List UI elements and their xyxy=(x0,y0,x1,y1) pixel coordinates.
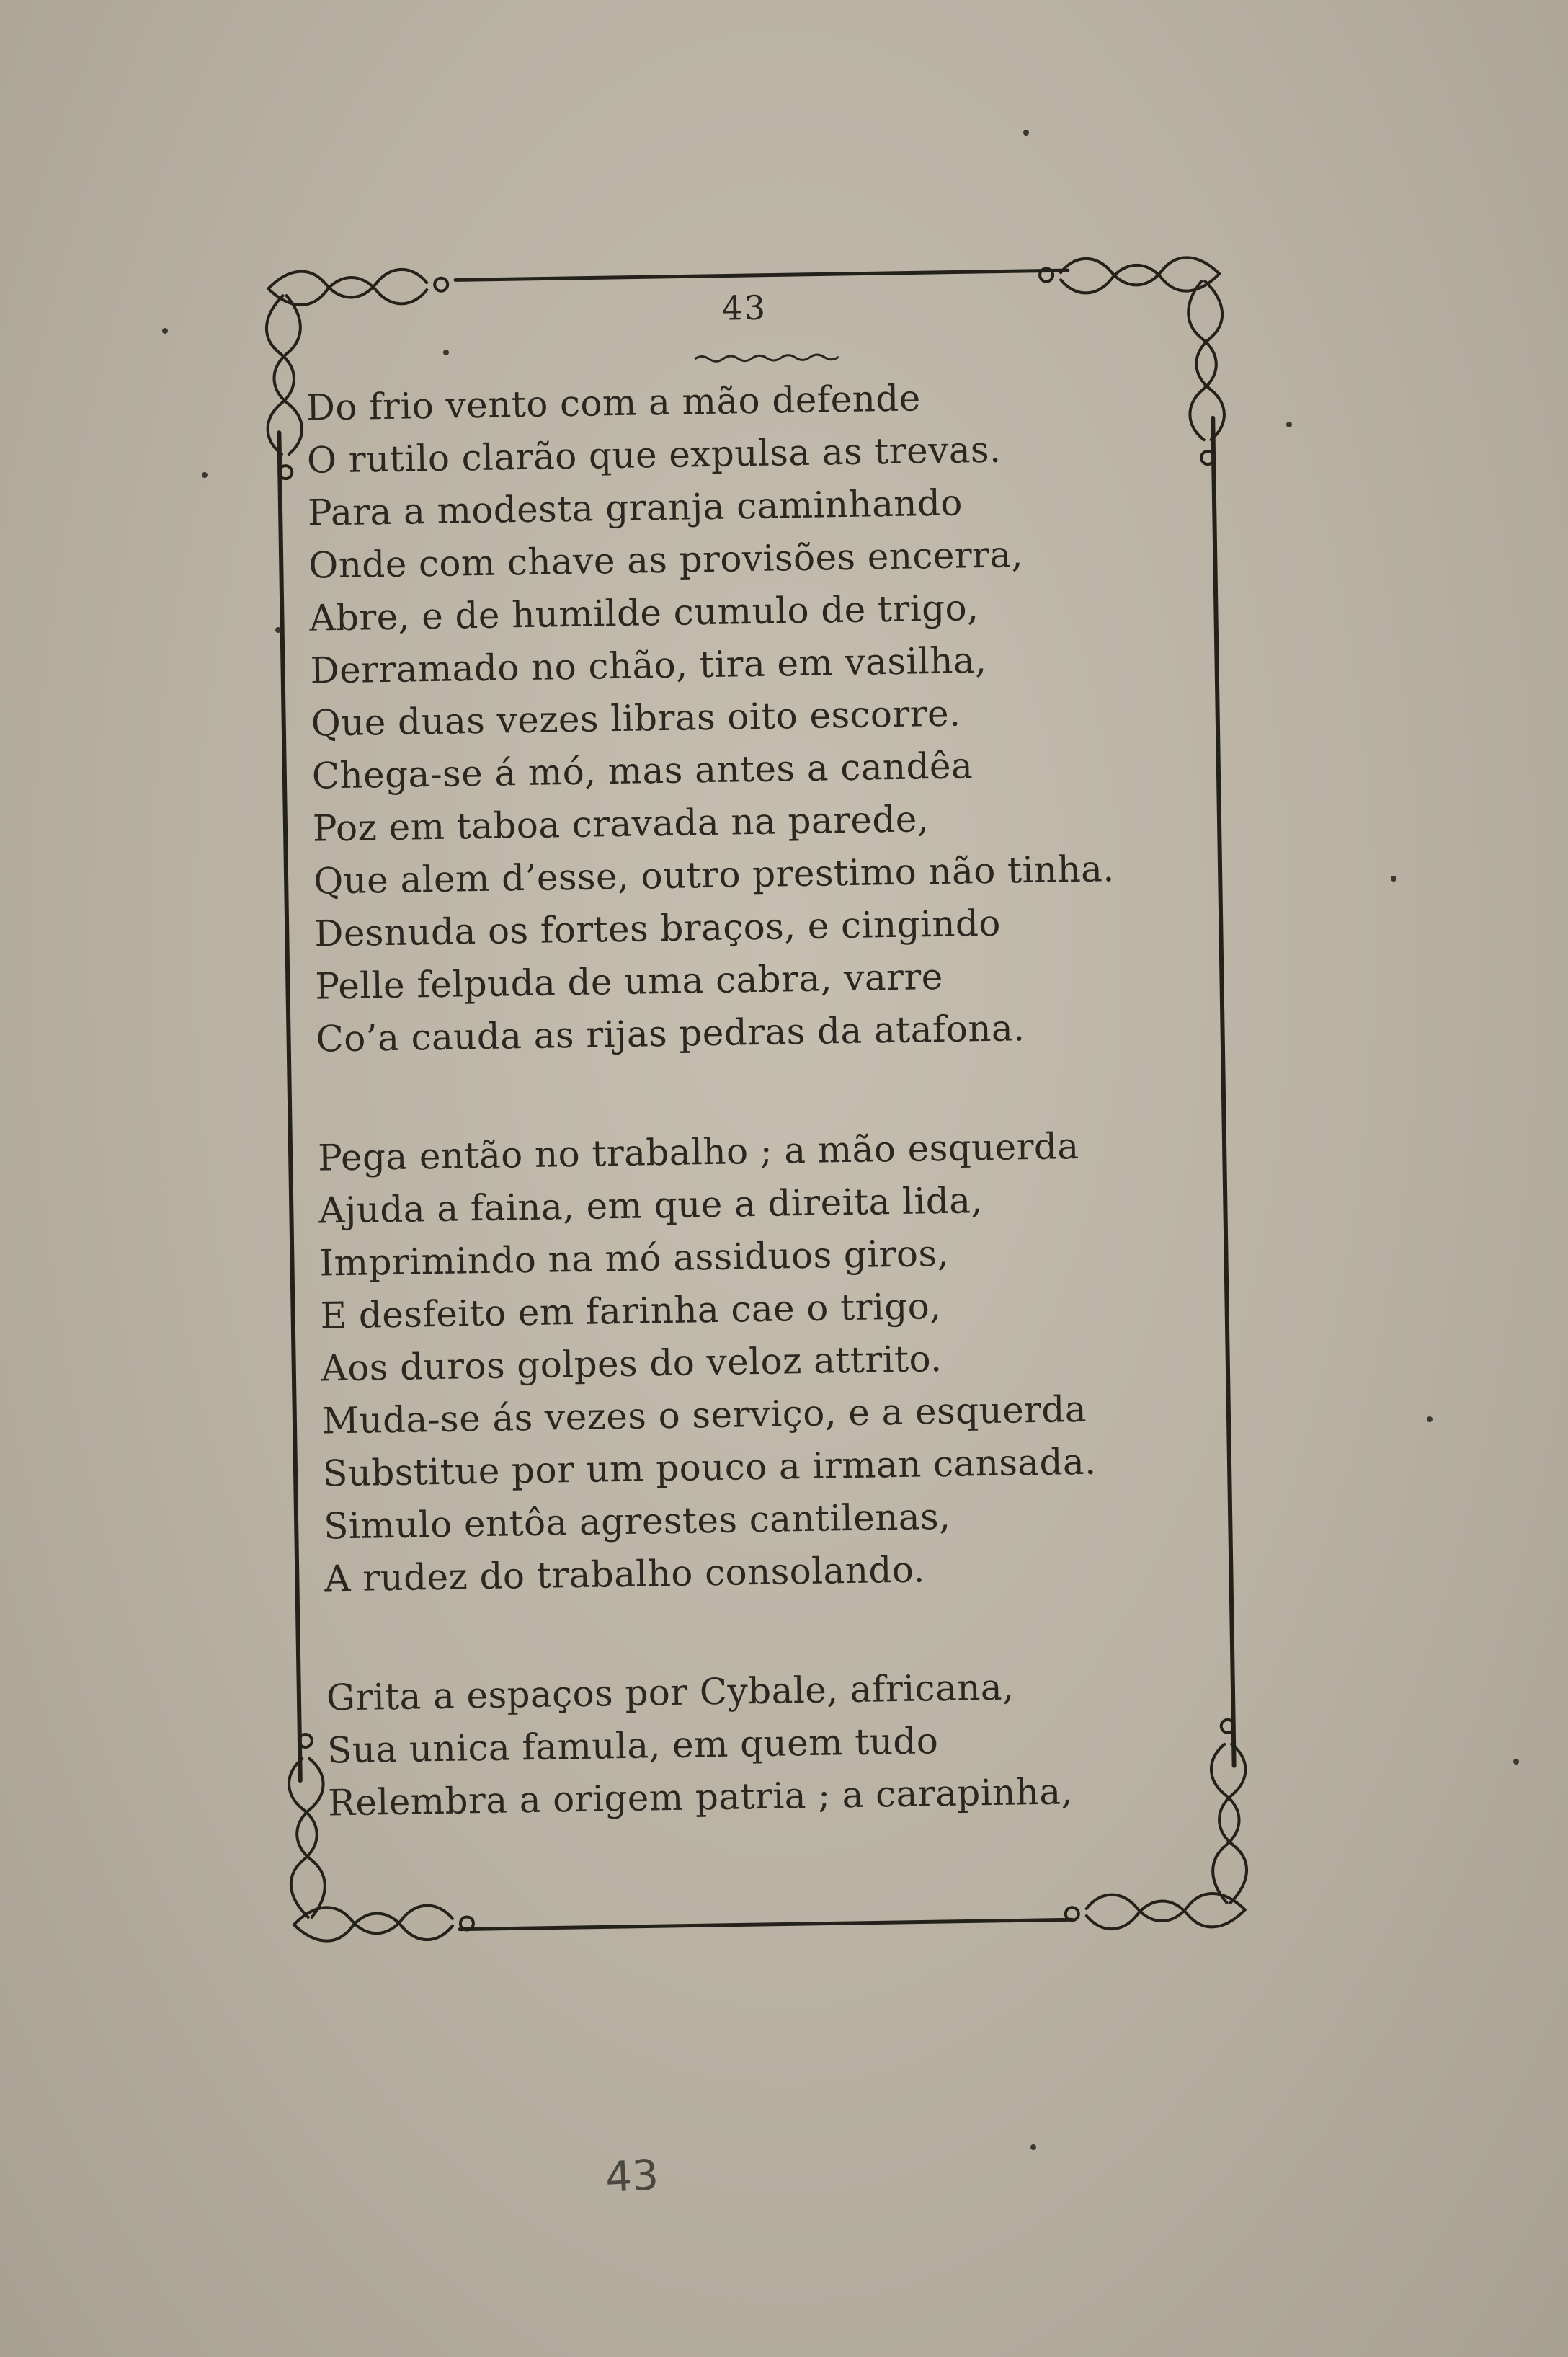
stanza-2 xyxy=(318,1119,1190,1606)
verse-line: Abre, e de humilde cumulo de trigo, xyxy=(308,587,979,639)
verse-line: Co’a cauda as rijas pedras da atafona. xyxy=(316,1007,1025,1060)
verse-line: Ajuda a faina, em que a direita lida, xyxy=(318,1179,984,1232)
ornamental-frame xyxy=(261,252,1252,1947)
verse-line: Grita a espaços por Cybale, africana, xyxy=(326,1666,1015,1719)
verse-line: Pelle felpuda de uma cabra, varre xyxy=(315,955,944,1008)
paper-speck xyxy=(1513,1759,1519,1765)
paper-speck xyxy=(275,627,281,633)
verse-line: Pega então no trabalho ; a mão esquerda xyxy=(317,1124,1079,1179)
verse-line: Substitue por um pouco a irman cansada. xyxy=(322,1440,1097,1495)
verse-line: Desnuda os fortes braços, e cingindo xyxy=(313,902,1002,955)
verse-line: Que alem d’esse, outro prestimo não tinha. xyxy=(313,848,1115,902)
verse-line: O rutilo clarão que expulsa as trevas. xyxy=(306,428,1002,481)
verse-line: Sua unica famula, em quem tudo xyxy=(326,1720,939,1772)
paper-speck xyxy=(1023,130,1029,136)
paper-speck xyxy=(1030,2144,1036,2150)
verse-line: Que duas vezes libras oito escorre. xyxy=(311,692,961,745)
paper-speck xyxy=(1427,1416,1433,1422)
verse-line: Para a modesta granja caminhando xyxy=(307,481,963,534)
verse-line: E desfeito em farinha cae o trigo, xyxy=(320,1285,942,1337)
verse-line: Simulo entôa agrestes cantilenas, xyxy=(323,1495,951,1548)
verse-line: Muda-se ás vezes o serviço, e a esquerda xyxy=(321,1388,1087,1442)
paper-speck xyxy=(443,350,449,355)
verse-line: Do frio vento com a mão defende xyxy=(306,377,922,429)
verse-line: Aos duros golpes do veloz attrito. xyxy=(321,1338,943,1390)
page-number: 43 xyxy=(721,288,767,328)
verse-line: A rudez do trabalho consolando. xyxy=(324,1548,926,1600)
verse-line: Chega-se á mó, mas antes a candêa xyxy=(311,745,974,797)
paper-speck xyxy=(1286,422,1292,427)
verse-line: Onde com chave as provisões encerra, xyxy=(308,533,1024,587)
stanza-3 xyxy=(326,1659,1193,1830)
verse-line: Relembra a origem patria ; a carapinha, xyxy=(327,1770,1074,1824)
verse-line: Imprimindo na mó assiduos giros, xyxy=(319,1232,950,1284)
poem-text xyxy=(306,368,1194,1896)
paper-speck xyxy=(162,328,168,334)
stanza-1 xyxy=(306,368,1181,1066)
paper-speck xyxy=(1391,876,1396,882)
verse-line: Poz em taboa cravada na parede, xyxy=(312,798,930,850)
verse-line: Derramado no chão, tira em vasilha, xyxy=(310,639,987,692)
handwritten-page-note: 43 xyxy=(604,2150,660,2202)
paper-speck xyxy=(202,472,208,478)
